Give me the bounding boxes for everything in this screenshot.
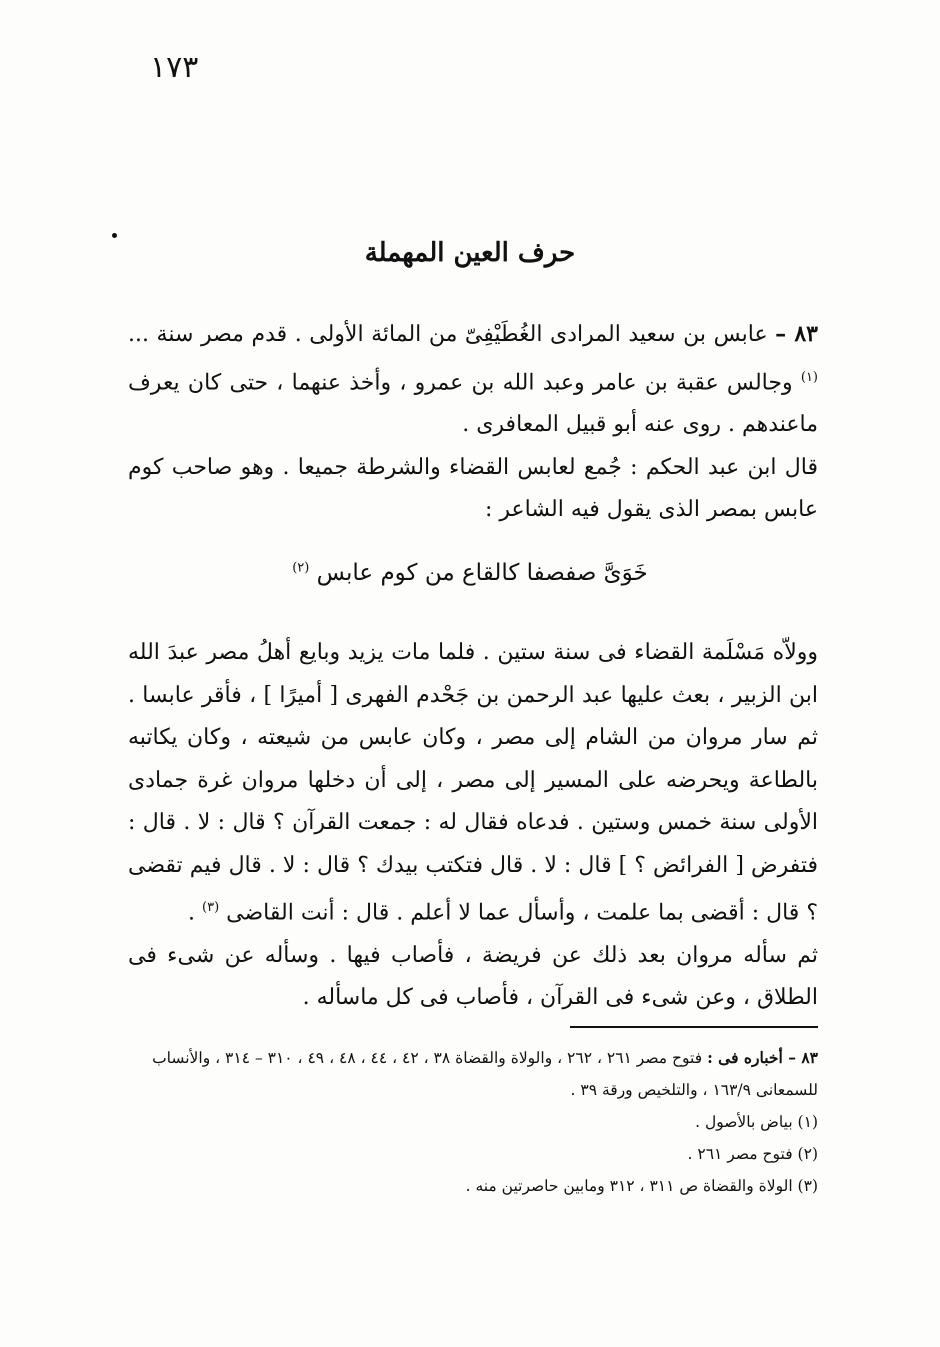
entry-text-3-end: . — [188, 900, 196, 926]
entry-text-1b: وجالس عقبة بن عامر وعبد الله بن عمرو ، وأخذ عنهما ، حتى كان يعرف ماعندهم . روى عنه أبو قبيل المعافرى . — [128, 369, 818, 438]
verse-line — [120, 560, 820, 586]
entry-text-3: وولاّه مَسْلَمة القضاء فى سنة ستين . فلما مات يزيد وبايع أهلُ مصر عبدَ الله ابن الزبير ، بعث عليها عبد الرحمن بن جَحْدم الفهرى [ أميرًا ] ، فأقر عابسا . ثم سار مروان من الشام إلى مصر ، وكان عابس من شيعته ، وكان يكاتبه بالطاعة ويحرضه على المسير إلى مصر ، إلى أن دخلها مروان غرة جمادى الأولى سنة خمس وستين . فدعاه فقال له : جمعت القرآن ؟ قال : لا . قال : فتفرض [ الفرائض ؟ ] قال : لا . قال فتكتب بيدك ؟ قال : لا . قال فيم تقضى ؟ قال : أقضى بما علمت ، وأسأل عما لا أعلم . قال : أنت القاضى — [128, 640, 818, 926]
verse-text: خَوَىَّ صفصفا كالقاع من كوم عابس — [316, 560, 648, 586]
footnote-sources — [128, 1042, 818, 1106]
footnotes — [128, 1042, 818, 1202]
entry-paragraph-3 — [128, 632, 818, 935]
entry-body-bottom — [128, 632, 818, 1020]
footnote-ref-3: (٣) — [202, 900, 220, 915]
footnote-sources-text: فتوح مصر ٢٦١ ، ٢٦٢ ، والولاة والقضاة ٣٨ ، ٤٢ ، ٤٤ ، ٤٨ ، ٤٩ ، ٣١٠ – ٣١٤ ، والأنساب للسمعانى ١٦٣/٩ ، والتلخيص ورقة ٣٩ . — [152, 1049, 818, 1099]
footnote-sources-head: ٨٣ – أخباره فى : — [707, 1048, 818, 1067]
entry-paragraph-4: ثم سأله مروان بعد ذلك عن فريضة ، فأصاب فيها . وسأله عن شىء فى الطلاق ، وعن شىء فى القرآن ، فأصاب فى كل ماسأله . — [128, 942, 818, 1011]
footnote-ref-1: (١) — [800, 369, 818, 385]
footnote-3: (٣) الولاة والقضاة ص ٣١١ ، ٣١٢ ومابين حاصرتين منه . — [465, 1177, 818, 1195]
footnote-divider — [570, 1026, 818, 1028]
section-heading: حرف العين المهملة — [364, 238, 576, 268]
entry-body-top — [128, 313, 818, 532]
footnote-2: (٢) فتوح مصر ٢٦١ . — [687, 1145, 818, 1163]
footnote-1: (١) بياض بالأصول . — [695, 1113, 818, 1131]
page-number: ١٧٣ — [150, 50, 199, 85]
ink-dot — [112, 233, 117, 238]
entry-number: ٨٣ – — [775, 321, 818, 347]
footnote-ref-2: (٢) — [292, 560, 310, 576]
entry-paragraph-1 — [128, 313, 818, 447]
entry-paragraph-2: قال ابن عبد الحكم : جُمع لعابس القضاء والشرطة جميعا . وهو صاحب كوم عابس بمصر الذى يقول فيه الشاعر : — [128, 454, 818, 523]
entry-text-1a: عابس بن سعيد المرادى الغُطَيْفِىّ من المائة الأولى . قدم مصر سنة ... — [128, 322, 768, 347]
